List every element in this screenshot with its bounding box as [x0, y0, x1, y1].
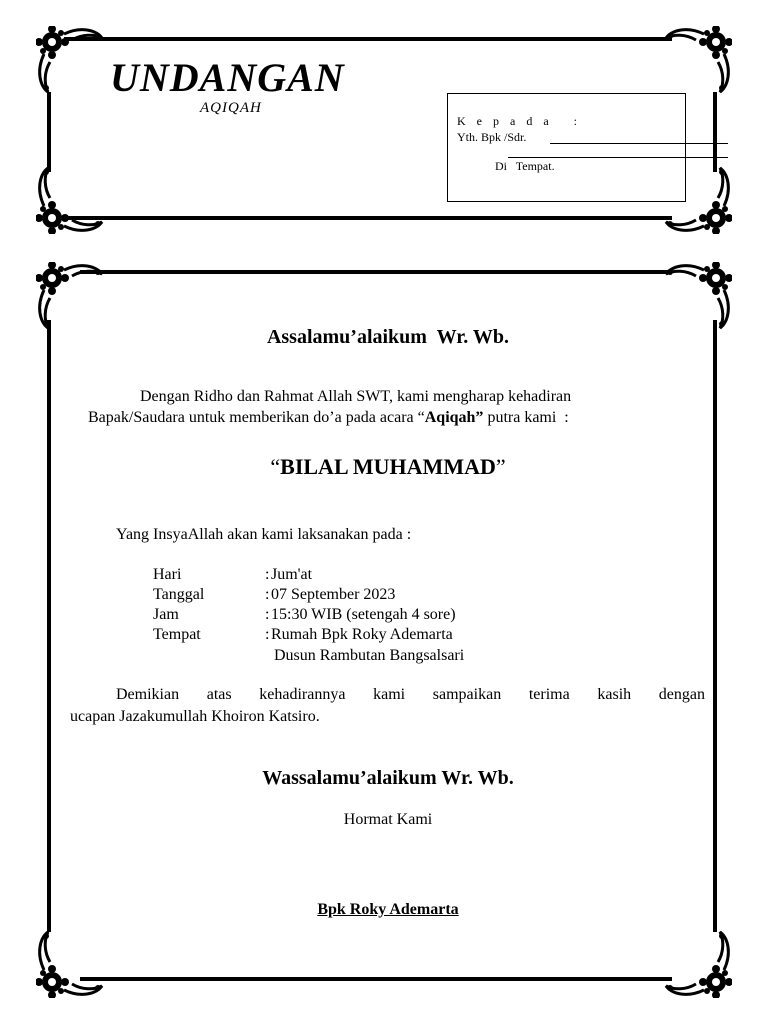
greeting: Assalamu’alaikum Wr. Wb.	[266, 326, 510, 348]
schedule-intro: Yang InsyaAllah akan kami laksanakan pada :	[116, 526, 412, 543]
ornament-icon	[660, 262, 732, 334]
detail-value: Jum'at	[271, 566, 313, 583]
recipient-line	[508, 157, 728, 158]
regards: Hormat Kami	[343, 811, 433, 828]
quote-mark: “	[270, 454, 281, 479]
invitation-subtitle: AQIQAH	[200, 100, 262, 116]
invitation-title: UNDANGAN	[110, 55, 345, 100]
address-to-label: K e p a d a :	[457, 114, 581, 128]
detail-label: Tempat	[153, 626, 201, 643]
detail-value: Rumah Bpk Roky Ademarta	[271, 626, 453, 643]
child-name-text: BILAL MUHAMMAD	[280, 454, 496, 479]
detail-label: Hari	[153, 566, 182, 583]
ornament-icon	[660, 26, 732, 98]
detail-value: 15:30 WIB (setengah 4 sore)	[271, 606, 456, 623]
address-box	[447, 93, 686, 202]
detail-label: Jam	[153, 606, 179, 623]
intro-line-1: Dengan Ridho dan Rahmat Allah SWT, kami mengharap kehadiran	[140, 388, 572, 405]
closing-line-1: Demikian atas kehadirannya kami sampaikan terima kasih dengan	[116, 686, 705, 703]
quote-mark: ”	[495, 454, 506, 479]
event-name: Aqiqah”	[424, 409, 484, 426]
address-place-label: Di Tempat.	[495, 159, 555, 173]
address-recipient-label: Yth. Bpk /Sdr.	[457, 130, 527, 144]
ornament-icon	[36, 262, 108, 334]
farewell: Wassalamu’alaikum Wr. Wb.	[262, 767, 514, 789]
ornament-icon	[36, 162, 108, 234]
recipient-line	[550, 143, 728, 144]
intro-text: Bapak/Saudara untuk memberikan do’a pada acara “	[88, 409, 425, 426]
closing-line-2: ucapan Jazakumullah Khoiron Katsiro.	[70, 708, 320, 725]
ornament-icon	[36, 926, 108, 998]
signatory: Bpk Roky Ademarta	[317, 901, 459, 918]
intro-line-2	[88, 409, 569, 427]
ornament-icon	[36, 26, 108, 98]
intro-text: putra kami :	[483, 409, 569, 426]
ornament-icon	[660, 926, 732, 998]
child-name	[60, 454, 716, 480]
detail-label: Tanggal	[153, 586, 205, 603]
detail-value: 07 September 2023	[271, 586, 396, 603]
place-line-2: Dusun Rambutan Bangsalsari	[274, 647, 465, 664]
